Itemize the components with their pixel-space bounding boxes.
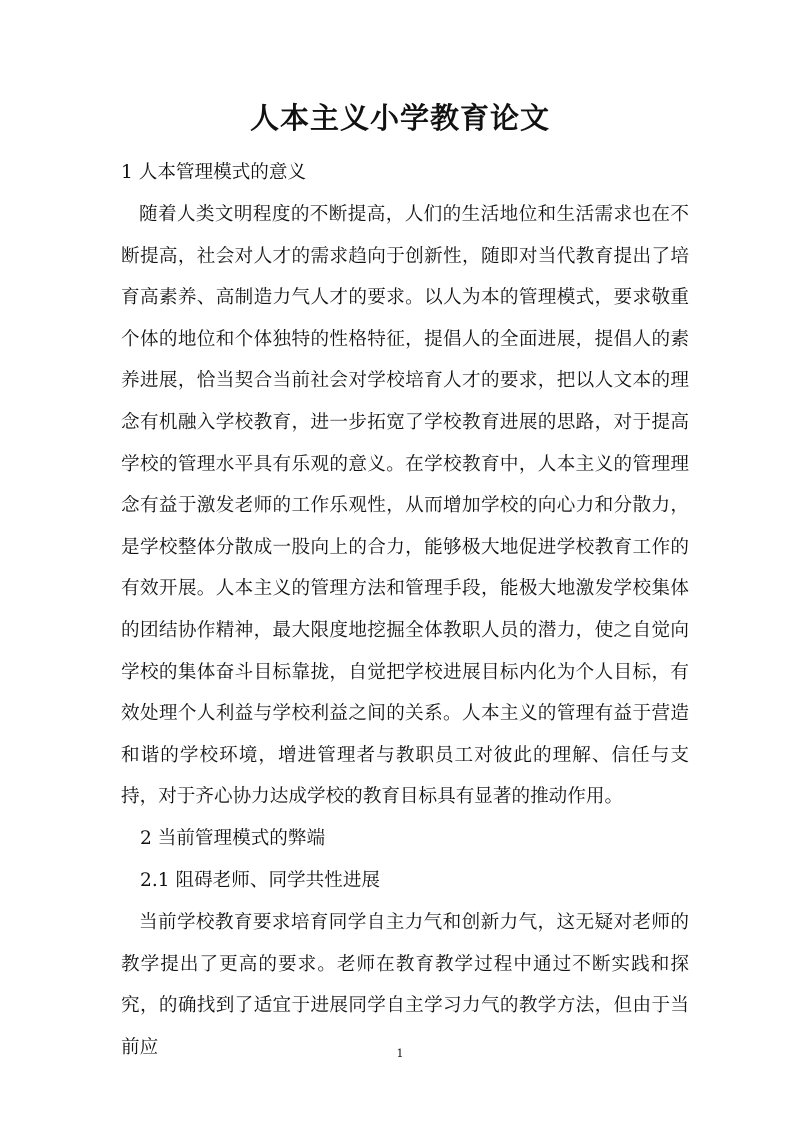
subsection-heading-2-1: 2.1 阻碍老师、同学共性进展: [140, 870, 381, 891]
section-paragraph-1: 随着人类文明程度的不断提高，人们的生活地位和生活需求也在不断提高，社会对人才的需求趋向于创新性，随即对当代教育提出了培育高素养、高制造力气人才的要求。以人为本的管理模式，要求敬重个体的地位和个体独特的性格特征，提倡人的全面进展，提倡人的素养进展，恰当契合当前社会对学校培育人才的要求，把以人文本的理念有机融入学校教育，进一步拓宽了学校教育进展的思路，对于提高学校的管理水平具有乐观的意义。在学校教育中，人本主义的管理理念有益于激发老师的工作乐观性，从而增加学校的向心力和分散力，是学校整体分散成一股向上的合力，能够极大地促进学校教育工作的有效开展。人本主义的管理方法和管理手段，能极大地激发学校集体的团结协作精神，最大限度地挖掘全体教职人员的潜力，使之自觉向学校的集体奋斗目标靠拢，自觉把学校进展目标内化为个人目标，有效处理个人利益与学校利益之间的关系。人本主义的管理有益于营造和谐的学校环境，增进管理者与教职员工对彼此的理解、信任与支持，对于齐心协力达成学校的教育目标具有显著的推动作用。: [121, 204, 689, 808]
section-paragraph-2: 当前学校教育要求培育同学自主力气和创新力气，这无疑对老师的教学提出了更高的要求。老师在教育教学过程中通过不断实践和探究，的确找到了适宜于进展同学自主学习力气的教学方法，但由于当前应: [121, 912, 689, 1058]
section-heading-2: 2 当前管理模式的弊端: [140, 828, 326, 849]
page-number: 1: [396, 1047, 404, 1060]
section-heading-1: 1 人本管理模式的意义: [121, 162, 307, 183]
document-title: 人本主义小学教育论文: [249, 101, 550, 135]
